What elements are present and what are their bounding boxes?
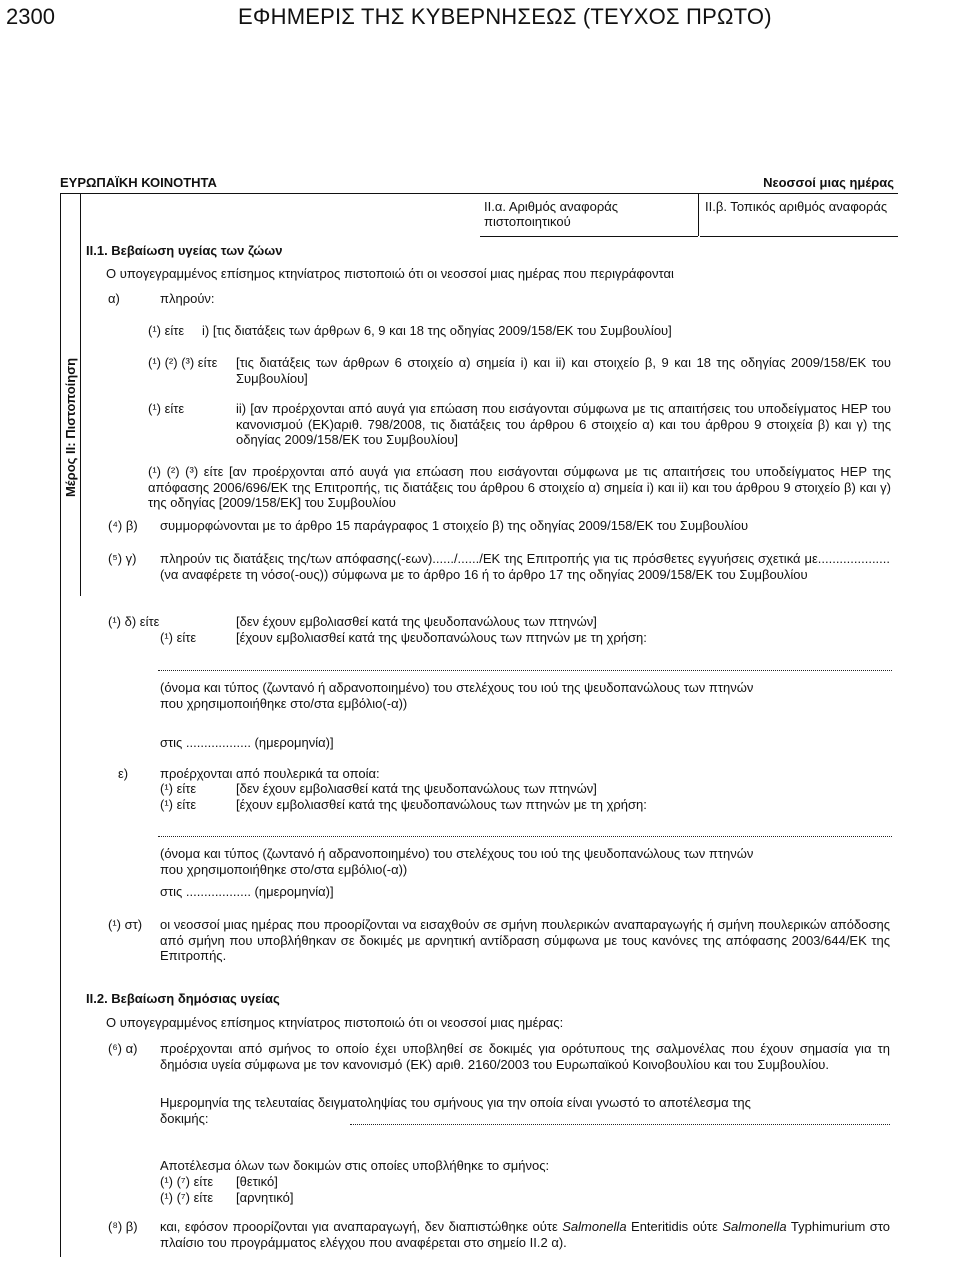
item-d-text2: [έχουν εμβολιασθεί κατά της ψευδοπανώλους των πτηνών με τη χρήση: [236,630,647,645]
result-negative-mark: (¹) (⁷) είτε [160,1190,214,1205]
item-d-mark2: (¹) είτε [160,630,197,645]
header-left: ΕΥΡΩΠΑΪΚΗ ΚΟΙΝΟΤΗΤΑ [60,175,217,190]
section-ii2-intro: Ο υπογεγραμμένος επίσημος κτηνίατρος πιστοποιώ ότι οι νεοσσοί μιας ημέρας: [106,1015,564,1030]
item-d-date: στις .................. (ημερομηνία)] [160,735,334,750]
item-e-fill-line [158,836,892,837]
item-e-text1: [δεν έχουν εμβολιασθεί κατά της ψευδοπανώλους των πτηνών] [236,781,597,796]
item-e-text: προέρχονται από πουλερικά τα οποία: [160,766,380,781]
item-f-text: οι νεοσσοί μιας ημέρας που προορίζονται να εισαχθούν σε σμήνη πουλερικών αναπαραγωγής ή σμήνη πουλερικών απόδοσης από σμήνη που υποβλήθηκαν σε δοκιμές με αρνητική αντίδραση σύμφωνα με τους κανόνες της απόφασης 2003/644/ΕΚ της Επιτροπής. [160,917,890,963]
item-f-mark: (¹) στ) [108,917,143,932]
opt3-text: ii) [αν προέρχονται από αυγά για επώαση που εισάγονται σύμφωνα με τις απαιτήσεις του υποδείγματος HEP του κανονισμού (ΕΚ)αριθ. 798/2008, τις διατάξεις του άρθρου 6 στοιχείο α) και του άρθρου 9 στοιχεία β) και γ) της οδηγίας 2009/158/ΕΚ του Συμβουλίου] [236,401,891,447]
opt2-text: [τις διατάξεις των άρθρων 6 στοιχείο α) σημεία i) και ii) και στοιχείο β, 9 και 18 της οδηγίας 2009/158/ΕΚ του Συμβουλίου] [236,355,891,386]
ref-a-label: ΙΙ.α. Αριθμός αναφοράς πιστοποιητικού [484,199,619,229]
ii2-a-mark: (⁶) α) [108,1041,138,1056]
ii2-b-salmonella-2: Salmonella [722,1219,787,1234]
section-ii2-title: ΙΙ.2. Βεβαίωση δημόσιας υγείας [86,991,280,1006]
section-ii1-title: ΙΙ.1. Βεβαίωση υγείας των ζώων [86,243,283,258]
result-negative: [αρνητικό] [236,1190,294,1205]
item-e-mark2: (¹) είτε [160,797,197,812]
results-label: Αποτέλεσμα όλων των δοκιμών στις οποίες υποβλήθηκε το σμήνος: [160,1158,550,1173]
opt1-text: i) [τις διατάξεις των άρθρων 6, 9 και 18 της οδηγίας 2009/158/ΕΚ του Συμβουλίου] [202,323,672,338]
item-e-vaccine-note: (όνομα και τύπος (ζωντανό ή αδρανοποιημένο) του στελέχους του ιού της ψευδοπανώλους των πτηνών που χρησιμοποιήθηκε στο/στα εμβόλιο(-α)) [160,846,754,877]
result-positive: [θετικό] [236,1174,278,1189]
header-right: Νεοσσοί μιας ημέρας [763,175,894,190]
ref-divider [698,193,699,236]
ref-a-underline [480,236,698,237]
item-d-text1: [δεν έχουν εμβολιασθεί κατά της ψευδοπανώλους των πτηνών] [236,614,597,629]
ref-b-label: ΙΙ.β. Τοπικός αριθμός αναφοράς [705,199,888,214]
item-c-text: πληρούν τις διατάξεις της/των απόφασης(-εων)....../....../ΕΚ της Επιτροπής για τις πρόσθετες εγγυήσεις σχετικά με.................... (να αναφέρετε τη νόσο(-ους)) σύμφωνα με το άρθρο 16 ή το άρθρο 17 της οδηγίας 2009/158/ΕΚ του Συμβουλίου [160,551,890,582]
opt4-text: (¹) (²) (³) είτε [αν προέρχονται από αυγά για επώαση που εισάγονται σύμφωνα με τις απαιτήσεις του υποδείγματος HEP της απόφασης 2006/696/ΕΚ της Επιτροπής, τις διατάξεις του άρθρου 6 στοιχείο α) σημεία i) και ii) και του άρθρου 9 στοιχείο β) και γ) της οδηγίας [2009/158/ΕΚ] του Συμβουλίου [148,464,891,510]
side-label-text: Μέρος ΙΙ: Πιστοποίηση [63,357,79,498]
opt1-mark: (¹) είτε [148,323,185,338]
item-b-mark: (⁴) β) [108,518,138,533]
item-d-mark: (¹) δ) είτε [108,614,160,629]
item-d-fill-line [158,670,892,671]
opt3-mark: (¹) είτε [148,401,185,416]
ii2-b-mark: (⁸) β) [108,1219,138,1234]
side-label [58,340,84,515]
gazette-title: ΕΦΗΜΕΡΙΣ ΤΗΣ ΚΥΒΕΡΝΗΣΕΩΣ (ΤΕΥΧΟΣ ΠΡΩΤΟ) [238,4,772,29]
result-positive-mark: (¹) (⁷) είτε [160,1174,214,1189]
section-ii1-intro: Ο υπογεγραμμένος επίσημος κτηνίατρος πιστοποιώ ότι οι νεοσσοί μιας ημέρας που περιγράφονται [106,266,674,281]
item-d-vaccine-note: (όνομα και τύπος (ζωντανό ή αδρανοποιημένο) του στελέχους του ιού της ψευδοπανώλους των πτηνών που χρησιμοποιήθηκε στο/στα εμβόλιο(-α)) [160,680,754,711]
item-c-mark: (⁵) γ) [108,551,137,566]
ii2-b-part1: και, εφόσον προορίζονται για αναπαραγωγή, δεν διαπιστώθηκε ούτε [160,1219,563,1234]
item-b-text: συμμορφώνονται με το άρθρο 15 παράγραφος 1 στοιχείο β) της οδηγίας 2009/158/ΕΚ του Συμβουλίου [160,518,749,533]
ii2-b-text [160,1219,890,1250]
item-e-text2: [έχουν εμβολιασθεί κατά της ψευδοπανώλους των πτηνών με τη χρήση: [236,797,647,812]
item-a-text: πληρούν: [160,291,215,306]
sampling-date-fill [350,1124,890,1125]
ii2-b-part3: Typhimurium στο πλαίσιο του προγράμματος ελέγχου που αναφέρεται στο σημείο ΙΙ.2 α). [160,1219,890,1250]
ii2-b-salmonella-1: Salmonella [562,1219,627,1234]
opt2-mark: (¹) (²) (³) είτε [148,355,218,370]
item-e-date: στις .................. (ημερομηνία)] [160,884,334,899]
ref-b-underline [700,236,898,237]
ii2-a-text: προέρχονται από σμήνος το οποίο έχει υποβληθεί σε δοκιμές για ορότυπους της σαλμονέλας που έχουν σημασία για τη δημόσια υγεία σύμφωνα με τον κανονισμό (ΕΚ) αριθ. 2160/2003 του Ευρωπαϊκού Κοινοβουλίου και του Συμβουλίου. [160,1041,890,1072]
page-number: 2300 [6,4,55,29]
item-e-mark1: (¹) είτε [160,781,197,796]
item-a-mark: α) [108,291,120,306]
sampling-date-label: Ημερομηνία της τελευταίας δειγματοληψίας του σμήνους για την οποία είναι γνωστό το αποτέλεσμα της δοκιμής: [160,1095,751,1126]
ii2-b-part2: Enteritidis ούτε [626,1219,723,1234]
item-e-mark: ε) [118,766,129,781]
